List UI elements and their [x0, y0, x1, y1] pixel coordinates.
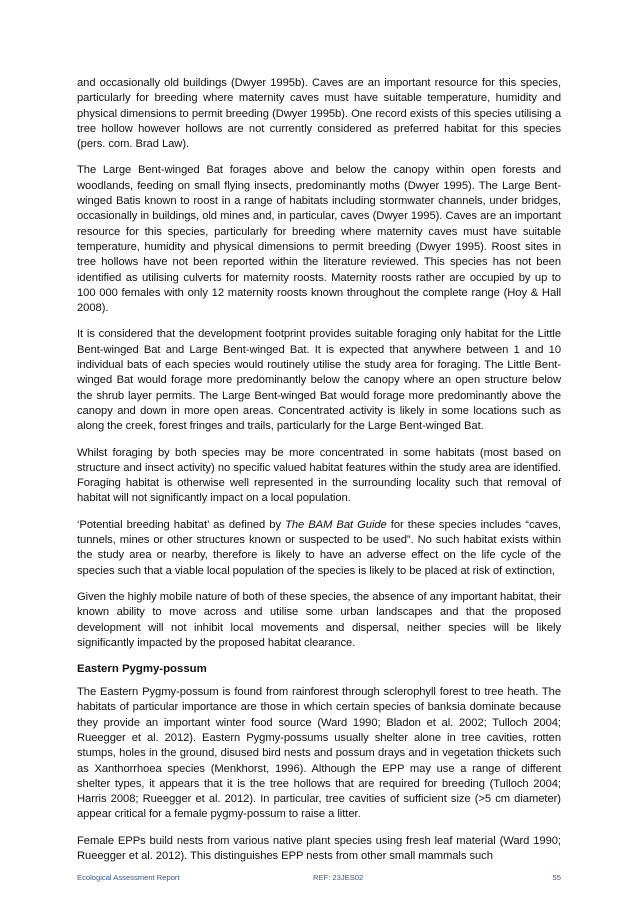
paragraph: Whilst foraging by both species may be more concentrated in some habitats (most based on structure and insect activity) no specific valued habitat features within the study area are identified. Foraging habitat is otherwise well represented in the surrounding locality such that removal of habitat will not significantly impact on a local population. [77, 446, 561, 505]
paragraph: The Eastern Pygmy-possum is found from rainforest through sclerophyll forest to tree heath. The habitats of particular importance are those in which certain species of banksia dominate because they provide an important winter food source (Ward 1990; Bladon et al. 2002; Tulloch 2004; Rueegger et al. 2012). Eastern Pygmy-possums usually shelter alone in tree cavities, rotten stumps, holes in the ground, disused bird nests and possum drays and in vegetation thickets such as Xanthorrhoea species (Menkhorst, 1996). Although the EPP may use a range of different shelter types, it appears that it is the tree hollows that are required for breeding (Tulloch 2004; Harris 2008; Rueegger et al. 2012). In particular, tree cavities of sufficient size (>5 cm diameter) appear critical for a female pygmy-possum to raise a litter. [77, 686, 561, 821]
paragraph: Given the highly mobile nature of both of these species, the absence of any important habitat, their known ability to move across and utilise some urban landscapes and that the proposed development will not inhibit local movements and dispersal, neither species will be likely significantly impacted by the proposed habitat clearance. [77, 590, 561, 649]
paragraph-text: for these species includes “caves, tunnels, mines or other structures known or suspected to be used”. No such habitat exists within the study area or nearby, therefore is likely to have an adverse effect on the life cycle of the species such that a viable local population of the species is likely to be placed at risk of extinction, [77, 518, 561, 577]
paragraph: The Large Bent-winged Bat forages above and below the canopy within open forests and woodlands, feeding on small flying insects, predominantly moths (Dwyer 1995). The Large Bent-winged Batis known to roost in a range of habitats including stormwater channels, under bridges, occasionally in buildings, old mines and, in particular, caves (Dwyer 1995). Caves are an important resource for this species, particularly for breeding where maternity caves must have suitable temperature, humidity and physical dimensions to permit breeding (Dwyer 1995). Roost sites in tree hollows have not been reported within the literature reviewed. This species has not been identified as utilising culverts for maternity roosts. Maternity roosts rather are occupied by up to 100 000 females with only 12 maternity roosts known throughout the complete range (Hoy & Hall 2008). [77, 164, 561, 315]
paragraph: It is considered that the development footprint provides suitable foraging only habitat for the Little Bent-winged Bat and Large Bent-winged Bat. It is expected that anywhere between 1 and 10 individual bats of each species would routinely utilise the study area for foraging. The Little Bent-winged Bat would forage more predominantly below the canopy where an open structure below the shrub layer permits. The Large Bent-winged Bat would forage more predominantly above the canopy and down in more open areas. Concentrated activity is likely in some locations such as along the creek, forest fringes and trails, particularly for the Large Bent-winged Bat. [77, 328, 561, 433]
paragraph: and occasionally old buildings (Dwyer 1995b). Caves are an important resource for this species, particularly for breeding where maternity caves must have suitable temperature, humidity and physical dimensions to permit breeding (Dwyer 1995b). One record exists of this species utilising a tree hollow however hollows are not currently considered as preferred habitat for this species (pers. com. Brad Law). [77, 77, 561, 151]
section-heading: Eastern Pygmy-possum [77, 663, 207, 676]
paragraph-text: ‘Potential breeding habitat’ as defined by [77, 518, 286, 531]
footer-report-title: Ecological Assessment Report [77, 873, 180, 882]
page-number: 55 [552, 873, 561, 882]
paragraph [77, 518, 561, 579]
guide-title: The BAM Bat Guide [285, 518, 387, 531]
footer-reference: REF: 23JES02 [313, 873, 364, 882]
body-content [77, 76, 561, 875]
paragraph: Female EPPs build nests from various native plant species using fresh leaf material (Ward 1990; Rueegger et al. 2012). This distinguishes EPP nests from other small mammals such [77, 834, 561, 863]
